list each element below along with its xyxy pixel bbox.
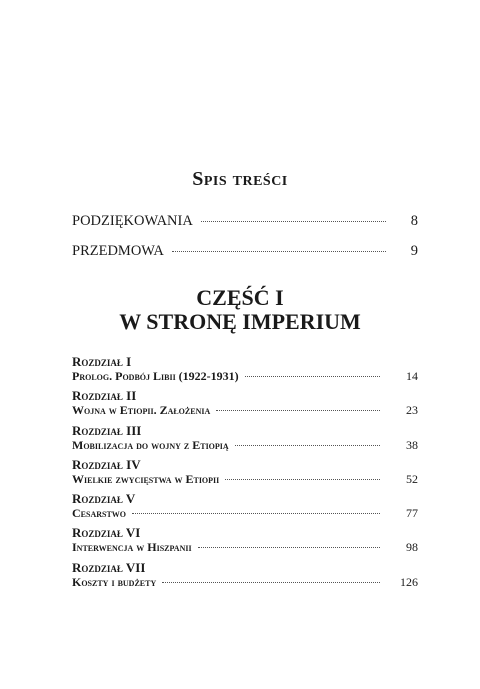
page-number: 8: [410, 213, 418, 229]
dot-leader: [201, 221, 386, 222]
dot-leader: [198, 547, 380, 548]
chapter-label: Rozdział VI: [72, 525, 141, 541]
page-number: 98: [406, 540, 418, 555]
chapter-label: Rozdział I: [72, 354, 132, 369]
chapter-title: Prolog. Podbój Libii (1922-1931): [72, 369, 239, 383]
page-number: 14: [406, 369, 418, 383]
page-number: 126: [400, 574, 418, 589]
page-number: 9: [410, 243, 418, 259]
chapter-entry[interactable]: [72, 354, 418, 388]
chapter-title: Koszty i budżety: [72, 574, 157, 589]
dot-leader: [172, 251, 386, 252]
chapter-entry[interactable]: [72, 457, 418, 491]
part-number: CZĘŚĆ I: [196, 285, 284, 310]
chapter-title: Cesarstwo: [72, 506, 127, 521]
toc-entry-acknowledgements[interactable]: [72, 213, 418, 243]
chapter-entry[interactable]: [72, 525, 418, 559]
chapter-entry[interactable]: [72, 560, 418, 594]
page-number: 38: [406, 437, 418, 452]
entry-label: PRZEDMOWA: [72, 243, 164, 259]
toc-entry-preface[interactable]: [72, 243, 418, 273]
page-number: 77: [406, 506, 418, 521]
dot-leader: [235, 445, 380, 446]
chapter-entry[interactable]: [72, 423, 418, 457]
chapter-label: Rozdział V: [72, 491, 136, 507]
chapter-title: Mobilizacja do wojny z Etiopią: [72, 437, 229, 452]
chapter-label: Rozdział III: [72, 422, 142, 438]
page-number: 23: [406, 403, 418, 418]
chapter-label: Rozdział IV: [72, 456, 141, 472]
chapter-title: Wojna w Etiopii. Założenia: [72, 403, 211, 418]
page-number: 52: [406, 471, 418, 486]
chapter-entry[interactable]: [72, 388, 418, 422]
chapter-title: Wielkie zwycięstwa w Etiopii: [72, 471, 220, 486]
dot-leader: [162, 582, 380, 583]
chapter-label: Rozdział VII: [72, 559, 146, 575]
chapter-title: Interwencja w Hiszpanii: [72, 540, 192, 555]
part-title: W STRONĘ IMPERIUM: [119, 309, 361, 334]
chapter-label: Rozdział II: [72, 388, 137, 404]
entry-label: PODZIĘKOWANIA: [72, 213, 193, 229]
chapter-entry[interactable]: [72, 491, 418, 525]
toc-title: Spis treści: [192, 168, 288, 190]
dot-leader: [132, 513, 380, 514]
dot-leader: [216, 410, 380, 411]
dot-leader: [225, 479, 380, 480]
chapter-list: [72, 354, 418, 594]
front-matter-list: [72, 213, 418, 273]
dot-leader: [245, 376, 380, 377]
